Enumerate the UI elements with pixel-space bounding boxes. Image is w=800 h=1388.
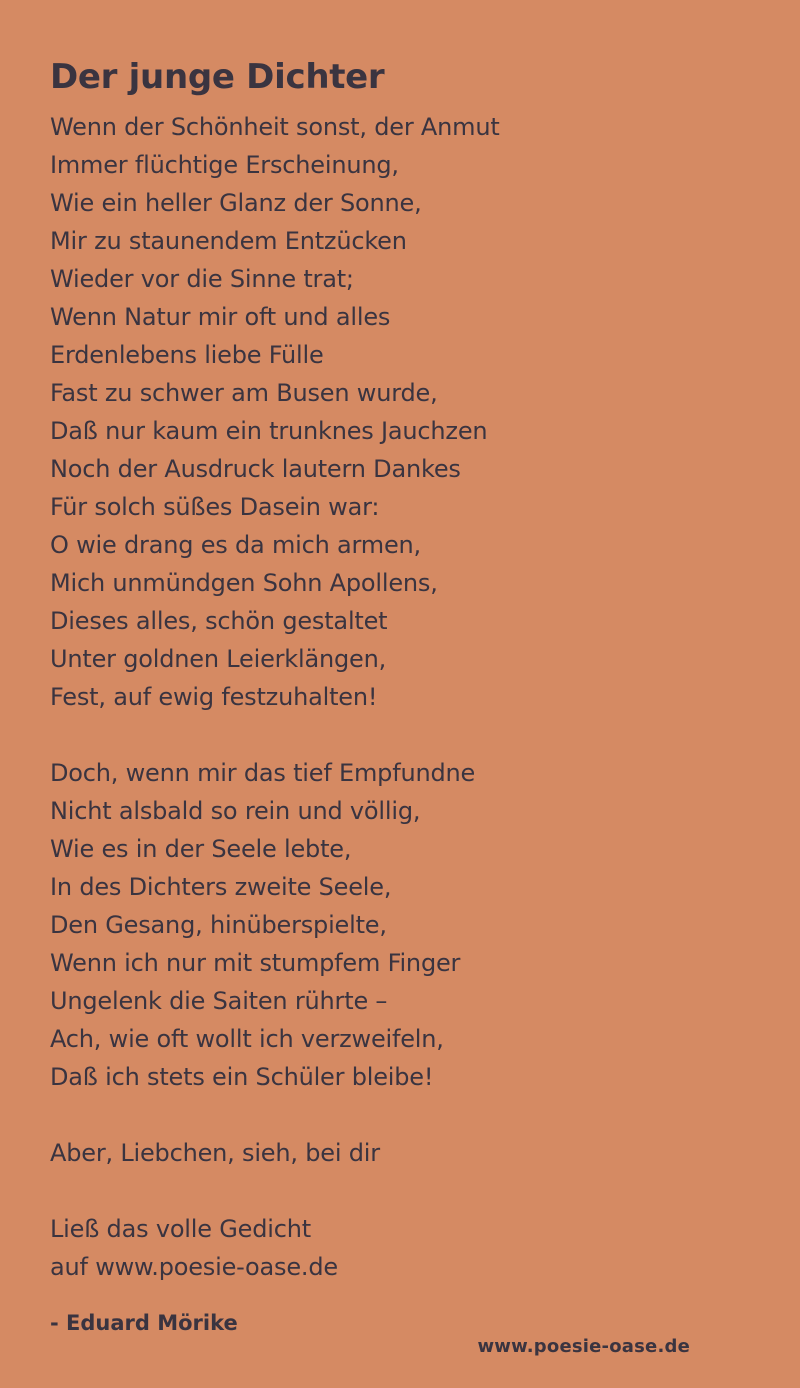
poem-line: Wie ein heller Glanz der Sonne,: [50, 189, 422, 217]
stanza-3: [50, 1134, 750, 1172]
poem-line: In des Dichters zweite Seele,: [50, 873, 392, 901]
poem-line: Wenn ich nur mit stumpfem Finger: [50, 949, 461, 977]
poem-line: Unter goldnen Leierklängen,: [50, 645, 387, 673]
poem-line: Aber, Liebchen, sieh, bei dir: [50, 1139, 380, 1167]
poem-line: Ach, wie oft wollt ich verzweifeln,: [50, 1025, 444, 1053]
poem-container: [50, 54, 750, 1286]
poem-line: Wieder vor die Sinne trat;: [50, 265, 354, 293]
poem-line: Daß nur kaum ein trunknes Jauchzen: [50, 417, 488, 445]
stanza-2: [50, 754, 750, 1096]
poem-line: Erdenlebens liebe Fülle: [50, 341, 324, 369]
poem-line: Ließ das volle Gedicht: [50, 1215, 311, 1243]
stanza-gap: [50, 716, 750, 754]
poem-line: Fast zu schwer am Busen wurde,: [50, 379, 438, 407]
stanza-gap: [50, 1096, 750, 1134]
stanza-1: [50, 108, 750, 716]
poem-line: Wenn Natur mir oft und alles: [50, 303, 391, 331]
poem-line: Fest, auf ewig festzuhalten!: [50, 683, 378, 711]
poem-line: Doch, wenn mir das tief Empfundne: [50, 759, 476, 787]
poem-line: Den Gesang, hinüberspielte,: [50, 911, 387, 939]
poem-line: Ungelenk die Saiten rührte –: [50, 987, 388, 1015]
poem-author: - Eduard Mörike: [50, 1311, 238, 1335]
poem-line: Mir zu staunendem Entzücken: [50, 227, 407, 255]
read-more-note: [50, 1210, 750, 1286]
poem-line: Wie es in der Seele lebte,: [50, 835, 352, 863]
poem-title: Der junge Dichter: [50, 57, 385, 97]
website-watermark: www.poesie-oase.de: [477, 1336, 690, 1357]
poem-line: Für solch süßes Dasein war:: [50, 493, 380, 521]
poem-line: Noch der Ausdruck lautern Dankes: [50, 455, 461, 483]
poem-line: Nicht alsbald so rein und völlig,: [50, 797, 421, 825]
poem-line: Daß ich stets ein Schüler bleibe!: [50, 1063, 434, 1091]
poem-line: Dieses alles, schön gestaltet: [50, 607, 388, 635]
poem-line: auf www.poesie-oase.de: [50, 1253, 338, 1281]
poem-line: Immer flüchtige Erscheinung,: [50, 151, 399, 179]
poem-line: Wenn der Schönheit sonst, der Anmut: [50, 113, 500, 141]
poem-line: Mich unmündgen Sohn Apollens,: [50, 569, 438, 597]
stanza-gap: [50, 1172, 750, 1210]
poem-line: O wie drang es da mich armen,: [50, 531, 421, 559]
